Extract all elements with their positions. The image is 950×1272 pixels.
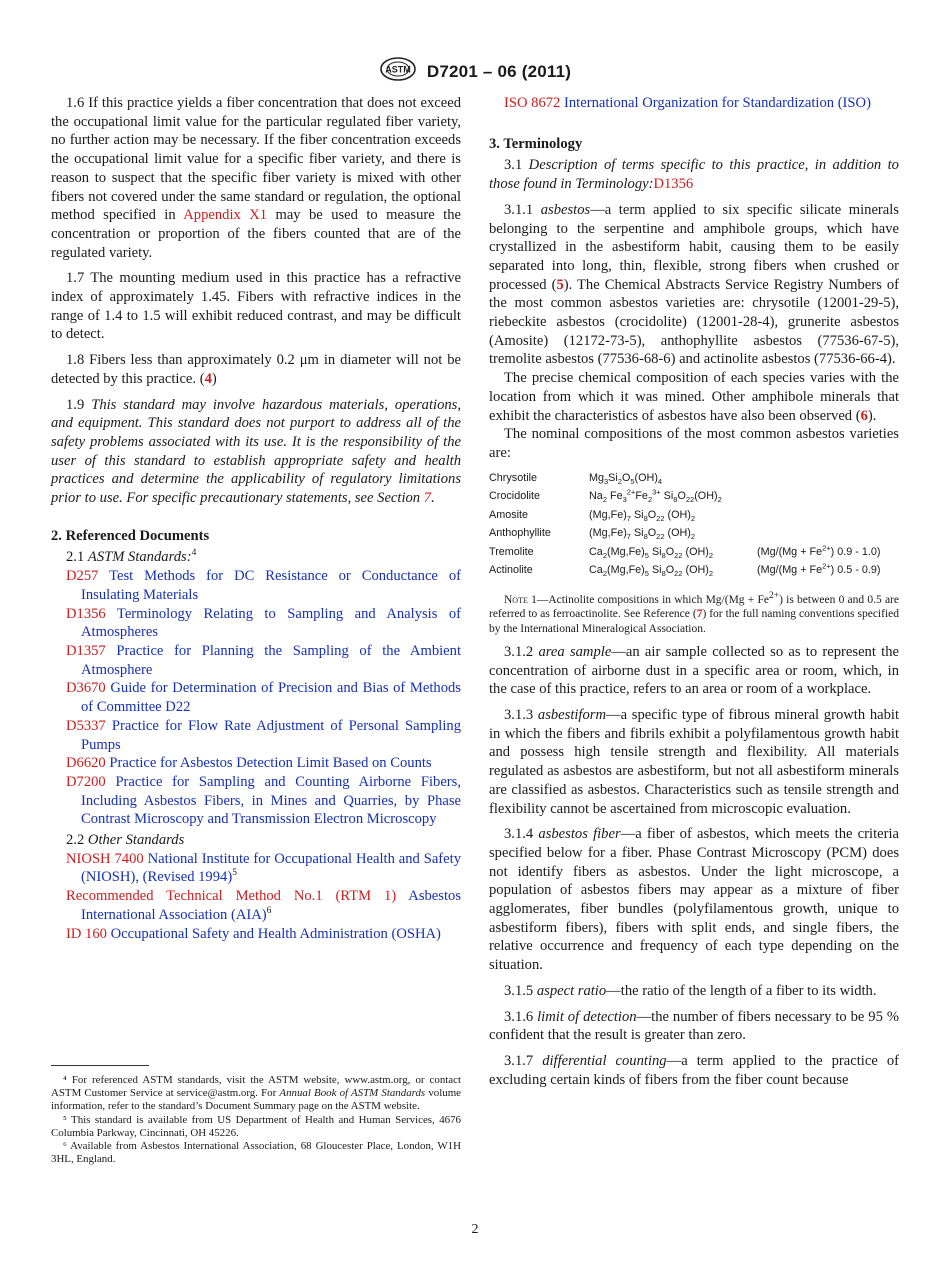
svg-text:ASTM: ASTM [385,64,411,75]
footnote-6: ⁶ Available from Asbestos International Association, 68 Gloucester Place, London, W1H 3HL, England. [51,1140,461,1166]
mineral-row-chrysotile [489,471,899,490]
right-column [489,94,899,1089]
reference-d257[interactable]: D257 Test Methods for DC Resistance or Conductance of Insulating Materials [66,568,461,603]
footnote-divider [51,1065,149,1066]
mineral-name: Anthophyllite [489,527,551,540]
definition-aspect-ratio: 3.1.5 aspect ratio—the ratio of the length of a fiber to its width. [504,982,877,999]
mineral-formula: $Ca_2(Mg,Fe)_5$ $Si_8O_{22}$ $(OH)_2$ [589,545,714,561]
mineral-composition-table [489,471,899,582]
reference-d6620[interactable]: D6620 Practice for Asbestos Detection Limit Based on Counts [66,755,432,772]
reference-6-link[interactable]: 6 [860,407,868,424]
section-2-heading: 2. Referenced Documents [51,527,210,544]
reference-4-link[interactable]: 4 [204,370,212,387]
definition-differential-counting: 3.1.7 differential counting—a term applied to the practice of excluding certain kinds of fibers from the fiber count because [489,1052,899,1088]
mineral-ratio: ($Mg/(Mg + Fe^{2+})$ 0.5 - 0.9) [757,561,881,577]
definition-limit-of-detection: 3.1.6 limit of detection—the number of fibers necessary to be 95 % confident that the result is greater than zero. [489,1008,899,1044]
subsection-2-1: 2.1 ASTM Standards:$^4$ [66,548,197,566]
section-3-heading: 3. Terminology [489,135,583,152]
mineral-row-actinolite [489,563,899,582]
definition-asbestos-fiber: 3.1.4 asbestos fiber—a fiber of asbestos, which meets the criteria specified below for a fiber. Phase Contrast Microscopy (PCM) does not identify fibers as asbestos. Under the light microscope, a population of asbestos fibers may appear as a mixture of fiber agglomerates, fiber bundles (polyfilamentous growth, unique to asbestiform fibers), fibers with split ends, and single fibers, the relative occurrence and frequency of each type depending on the situation. [489,826,899,974]
mineral-name: Amosite [489,508,529,521]
note-1: Note 1—Actinolite compositions in which $Mg/(Mg + Fe^{2+})$ is between 0 and 0.5 are referred to as ferroactinolite. See Reference (7) for the full naming conventions specified by the International Mineralogical Association. [489,591,899,635]
reference-5-link[interactable]: 5 [556,276,564,293]
reference-7-link[interactable]: 7 [696,608,703,621]
reference-d3670[interactable]: D3670 Guide for Determination of Precision and Bias of Methods of Committee D22 [66,680,461,716]
reference-d7200[interactable]: D7200 Practice for Sampling and Counting Airborne Fibers, Including Asbestos Fibers, in Mines and Quarries, by Phase Contrast Microscopy and Transmission Electron Microscopy [66,773,461,828]
mineral-formula: $Na_2$ $Fe_3^{2+}Fe_2^{3+}$ $Si_8O_{22}(OH)_2$ [589,487,722,505]
subsection-2-2: 2.2 Other Standards [66,832,185,849]
d1356-link[interactable]: D1356 [653,176,694,193]
reference-niosh-7400[interactable]: NIOSH 7400 National Institute for Occupational Health and Safety (NIOSH), (Revised 1994)$^5$ [66,850,461,886]
page-header [0,56,950,87]
reference-id-160[interactable]: ID 160 Occupational Safety and Health Administration (OSHA) [66,925,441,942]
mineral-formula: $(Mg,Fe)_7$ $Si_8O_{22}$ $(OH)_2$ [589,527,696,542]
reference-d5337[interactable]: D5337 Practice for Flow Rate Adjustment of Personal Sampling Pumps [66,717,461,753]
mineral-formula: $Ca_2(Mg,Fe)_5$ $Si_8O_{22}$ $(OH)_2$ [589,564,714,579]
footnote-5: ⁵ This standard is available from US Department of Health and Human Services, 4676 Columbia Parkway, Cincinnati, OH 45226. [51,1113,461,1139]
definition-asbestiform: 3.1.3 asbestiform—a specific type of fibrous mineral growth habit in which the fibers and fibrils exhibit a polyfilamentous growth habit and possess high tensile strength and flexibility. All materials regulated as asbestos are asbestiform, but not all asbestiform minerals are classified as asbestos. Characteristics such as tensile strength and flexibility cannot be ascertained from microscopic evaluation. [489,707,899,817]
mineral-row-tremolite [489,545,899,564]
reference-d1356[interactable]: D1356 Terminology Relating to Sampling and Analysis of Atmospheres [66,605,462,641]
mineral-name: Tremolite [489,545,534,558]
section-7-link[interactable]: 7 [423,490,432,507]
subsection-3-1: 3.1 Description of terms specific to this practice, in addition to those found in Terminology:D1356 [489,157,899,193]
reference-d1357[interactable]: D1357 Practice for Planning the Sampling of the Ambient Atmosphere [66,642,461,678]
paragraph-1-6: 1.6 If this practice yields a fiber concentration that does not exceed the occupational limit value for the particular regulated fiber variety, no further action may be necessary. If the fiber concentration exceeds the occupational limit value for a specific fiber variety, and there is reason to suspect that the specific fiber variety is mixed with other fibers not covered under the same standard or regulation, the optional method specified in Appendix X1 may be used to measure the concentration or proportion of the fibers counted that are of the regulated variety. [51,95,461,261]
page-number: 2 [471,1222,479,1237]
document-designation: D7201 – 06 (2011) [426,61,572,81]
reference-recommended-technical-method-no-1-rtm-1[interactable]: Recommended Technical Method No.1 (RTM 1) Asbestos International Association (AIA)$^6$ [66,888,461,923]
mineral-name: Crocidolite [489,490,541,503]
astm-standards-list [51,567,461,829]
footnote-4: ⁴ For referenced ASTM standards, visit the ASTM website, www.astm.org, or contact ASTM Customer Service at service@astm.org. For Annual Book of ASTM Standards volume information, refer to the standard’s Document Summary page on the ASTM website. [51,1074,462,1113]
left-column [51,94,461,943]
definition-area-sample: 3.1.2 area sample—an air sample collected so as to represent the concentration of airborne dust in a specific area or room, which, in the case of this practice, refers to an area or room of a workplace. [489,643,900,698]
footnotes [51,1074,461,1166]
mineral-name: Chrysotile [489,471,538,484]
paragraph-1-9: 1.9 This standard may involve hazardous materials, operations, and equipment. This standard does not purport to address all of the safety problems associated with its use. It is the responsibility of the user of this standard to establish appropriate safety and health practices and determine the applicability of regulatory limitations prior to use. For specific precautionary statements, see Section 7. [51,396,461,507]
paragraph-nominal-compositions: The nominal compositions of the most common asbestos varieties are: [489,426,899,461]
mineral-row-anthophyllite [489,526,899,545]
mineral-name: Actinolite [489,564,533,577]
iso-8672-reference[interactable]: ISO 8672 International Organization for Standardization (ISO) [504,95,871,111]
mineral-formula: $Mg_3Si_2O_5(OH)_4$ [589,471,663,486]
other-standards-list [51,850,461,944]
definition-asbestos: 3.1.1 asbestos—a term applied to six specific silicate minerals belonging to the serpentine and amphibole groups, which have crystallized in the asbestiform habit, causing them to be easily separated into long, thin, flexible, strong fibers when crushed or processed (5). The Chemical Abstracts Service Registry Numbers of the most common asbestos varieties are: chrysotile (12001-29-5), riebeckite asbestos (crocidolite) (12001-28-4), grunerite asbestos (Amosite) (12172-73-5), anthophyllite asbestos (77536-67-5), tremolite asbestos (77536-68-6) and actinolite asbestos (77536-66-4). [489,201,899,368]
mineral-formula: $(Mg,Fe)_7$ $Si_8O_{22}$ $(OH)_2$ [589,508,696,523]
appendix-x1-link[interactable]: Appendix X1 [183,207,268,224]
paragraph-1-7: 1.7 The mounting medium used in this practice has a refractive index of approximately 1.45. Fibers with refractive indices in the range of 1.4 to 1.5 will exhibit reduced contrast, and may be difficult to detect. [51,270,461,343]
mineral-row-crocidolite [489,489,899,508]
paragraph-precise-composition: The precise chemical composition of each species varies with the location from which it was mined. Other amphibole minerals that exhibit the characteristics of asbestos have also been observed (6). [489,370,899,424]
astm-logo [379,56,417,87]
mineral-ratio: ($Mg/(Mg + Fe^{2+})$ 0.9 - 1.0) [757,543,881,558]
mineral-row-amosite [489,508,899,527]
paragraph-1-8: 1.8 Fibers less than approximately 0.2 μm in diameter will not be detected by this practice. (4) [51,352,461,387]
